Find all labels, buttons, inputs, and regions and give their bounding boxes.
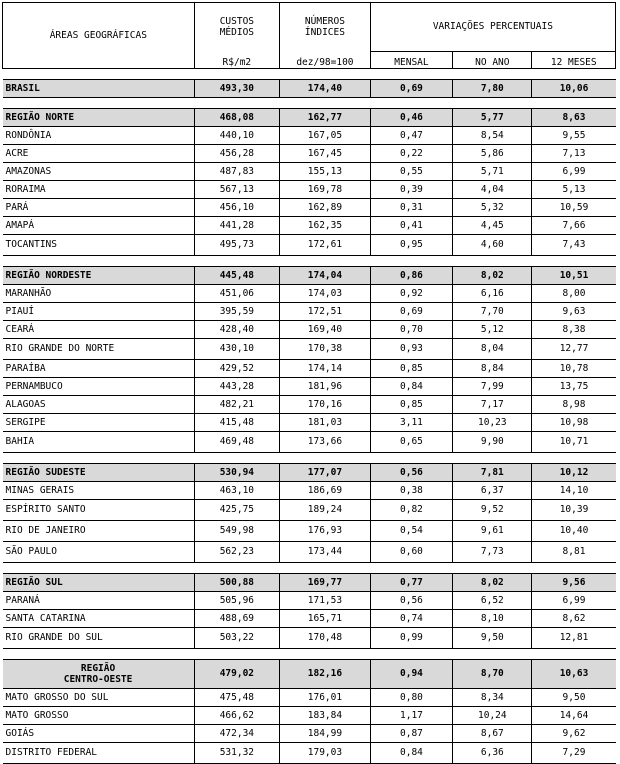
region-name: REGIÃO NORDESTE	[3, 266, 195, 284]
header-no-ano: NO ANO	[453, 51, 532, 68]
state-row	[3, 198, 616, 216]
cell-ano: 8,84	[453, 359, 532, 377]
cell-mensal: 0,84	[370, 377, 452, 395]
state-name: RORAIMA	[3, 180, 195, 198]
region-row	[3, 108, 616, 126]
cell-m12: 10,51	[532, 266, 616, 284]
cell-ano: 10,23	[453, 413, 532, 431]
cell-mensal: 0,87	[370, 724, 452, 742]
cell-indice: 174,40	[280, 79, 371, 97]
state-name: AMAPÁ	[3, 216, 195, 234]
cell-ano: 5,86	[453, 144, 532, 162]
cell-mensal: 0,54	[370, 520, 452, 541]
cell-indice: 183,84	[280, 706, 371, 724]
state-name: BAHIA	[3, 431, 195, 452]
cell-m12: 14,64	[532, 706, 616, 724]
state-row	[3, 162, 616, 180]
cell-m12: 12,81	[532, 627, 616, 648]
cell-m12: 10,59	[532, 198, 616, 216]
cell-custo: 530,94	[194, 463, 280, 481]
state-row	[3, 431, 616, 452]
cell-indice: 177,07	[280, 463, 371, 481]
cell-custo: 531,32	[194, 742, 280, 763]
cell-indice: 155,13	[280, 162, 371, 180]
cell-ano: 7,70	[453, 302, 532, 320]
cell-m12: 10,40	[532, 520, 616, 541]
state-name: MATO GROSSO	[3, 706, 195, 724]
cell-mensal: 0,92	[370, 284, 452, 302]
state-row	[3, 499, 616, 520]
header-12-meses: 12 MESES	[532, 51, 616, 68]
state-name: CEARÁ	[3, 320, 195, 338]
state-name: PIAUÍ	[3, 302, 195, 320]
cell-ano: 5,77	[453, 108, 532, 126]
cell-m12: 9,55	[532, 126, 616, 144]
region-name: REGIÃO SUDESTE	[3, 463, 195, 481]
cell-m12: 9,56	[532, 573, 616, 591]
cell-indice: 169,77	[280, 573, 371, 591]
spacer-row	[3, 68, 616, 79]
state-name: SÃO PAULO	[3, 541, 195, 562]
cell-mensal: 0,93	[370, 338, 452, 359]
cell-ano: 8,54	[453, 126, 532, 144]
cell-mensal: 0,47	[370, 126, 452, 144]
cell-mensal: 0,94	[370, 659, 452, 688]
cell-indice: 169,40	[280, 320, 371, 338]
cell-ano: 4,60	[453, 234, 532, 255]
cell-m12: 12,77	[532, 338, 616, 359]
cell-custo: 505,96	[194, 591, 280, 609]
state-name: SERGIPE	[3, 413, 195, 431]
cell-ano: 6,36	[453, 742, 532, 763]
state-row	[3, 481, 616, 499]
cell-m12: 10,63	[532, 659, 616, 688]
cell-ano: 8,10	[453, 609, 532, 627]
region-name: REGIÃO SUL	[3, 573, 195, 591]
cell-ano: 9,52	[453, 499, 532, 520]
cell-custo: 475,48	[194, 688, 280, 706]
cell-ano: 9,61	[453, 520, 532, 541]
cell-custo: 443,28	[194, 377, 280, 395]
header-indices	[280, 3, 371, 52]
cell-custo: 429,52	[194, 359, 280, 377]
cell-mensal: 0,65	[370, 431, 452, 452]
cell-indice: 179,03	[280, 742, 371, 763]
cell-ano: 9,90	[453, 431, 532, 452]
cell-mensal: 1,17	[370, 706, 452, 724]
state-row	[3, 520, 616, 541]
cell-custo: 482,21	[194, 395, 280, 413]
cell-m12: 14,10	[532, 481, 616, 499]
cell-mensal: 0,38	[370, 481, 452, 499]
state-row	[3, 377, 616, 395]
cell-custo: 395,59	[194, 302, 280, 320]
cell-ano: 6,37	[453, 481, 532, 499]
cell-indice: 172,51	[280, 302, 371, 320]
cell-mensal: 0,74	[370, 609, 452, 627]
state-row	[3, 216, 616, 234]
state-name: GOIÁS	[3, 724, 195, 742]
cell-custo: 488,69	[194, 609, 280, 627]
cell-custo: 425,75	[194, 499, 280, 520]
state-name: SANTA CATARINA	[3, 609, 195, 627]
cell-ano: 6,16	[453, 284, 532, 302]
header-indices-line1: NÚMEROS	[304, 16, 345, 27]
cell-ano: 8,04	[453, 338, 532, 359]
cell-mensal: 0,69	[370, 302, 452, 320]
cell-mensal: 0,41	[370, 216, 452, 234]
state-name: TOCANTINS	[3, 234, 195, 255]
cell-custo: 503,22	[194, 627, 280, 648]
cell-m12: 10,78	[532, 359, 616, 377]
header-areas: ÁREAS GEOGRÁFICAS	[3, 3, 195, 69]
cell-indice: 165,71	[280, 609, 371, 627]
cell-indice: 186,69	[280, 481, 371, 499]
cell-ano: 9,50	[453, 627, 532, 648]
cell-m12: 8,38	[532, 320, 616, 338]
spacer-row	[3, 562, 616, 573]
state-row	[3, 724, 616, 742]
cell-mensal: 0,60	[370, 541, 452, 562]
cell-m12: 8,63	[532, 108, 616, 126]
cell-indice: 173,44	[280, 541, 371, 562]
cell-mensal: 0,82	[370, 499, 452, 520]
cell-indice: 171,53	[280, 591, 371, 609]
state-name: ALAGOAS	[3, 395, 195, 413]
cell-custo: 463,10	[194, 481, 280, 499]
region-name	[3, 659, 195, 688]
state-row	[3, 302, 616, 320]
cell-indice: 162,77	[280, 108, 371, 126]
cell-custo: 440,10	[194, 126, 280, 144]
cell-custo: 562,23	[194, 541, 280, 562]
cell-custo: 466,62	[194, 706, 280, 724]
cell-ano: 5,71	[453, 162, 532, 180]
cell-custo: 469,48	[194, 431, 280, 452]
cell-mensal: 0,95	[370, 234, 452, 255]
cell-indice: 184,99	[280, 724, 371, 742]
cell-m12: 8,00	[532, 284, 616, 302]
cell-mensal: 0,56	[370, 591, 452, 609]
cell-m12: 6,99	[532, 591, 616, 609]
state-name: RIO GRANDE DO SUL	[3, 627, 195, 648]
cell-indice: 170,16	[280, 395, 371, 413]
state-name: ACRE	[3, 144, 195, 162]
state-name: RIO GRANDE DO NORTE	[3, 338, 195, 359]
cell-m12: 10,39	[532, 499, 616, 520]
state-row	[3, 541, 616, 562]
cell-custo: 428,40	[194, 320, 280, 338]
cell-mensal: 0,86	[370, 266, 452, 284]
region-row	[3, 463, 616, 481]
header-custos-line2: MÉDIOS	[219, 27, 255, 38]
state-name: MARANHÃO	[3, 284, 195, 302]
cell-custo: 567,13	[194, 180, 280, 198]
cell-indice: 173,66	[280, 431, 371, 452]
state-row	[3, 234, 616, 255]
cell-ano: 7,73	[453, 541, 532, 562]
region-row	[3, 266, 616, 284]
cell-m12: 7,66	[532, 216, 616, 234]
cell-ano: 8,70	[453, 659, 532, 688]
region-name-line2: CENTRO-OESTE	[63, 673, 133, 685]
cell-custo: 495,73	[194, 234, 280, 255]
cell-ano: 5,12	[453, 320, 532, 338]
cell-m12: 10,98	[532, 413, 616, 431]
header-variacoes: VARIAÇÕES PERCENTUAIS	[370, 3, 615, 52]
cell-mensal: 0,56	[370, 463, 452, 481]
state-row	[3, 126, 616, 144]
cell-m12: 9,62	[532, 724, 616, 742]
state-name: MINAS GERAIS	[3, 481, 195, 499]
cell-m12: 7,43	[532, 234, 616, 255]
cell-ano: 7,99	[453, 377, 532, 395]
header-custos-unit: R$/m2	[194, 51, 280, 68]
cell-m12: 8,62	[532, 609, 616, 627]
cell-indice: 174,14	[280, 359, 371, 377]
cell-m12: 9,63	[532, 302, 616, 320]
state-name: PERNAMBUCO	[3, 377, 195, 395]
state-row	[3, 284, 616, 302]
state-name: MATO GROSSO DO SUL	[3, 688, 195, 706]
cost-table-container	[2, 2, 616, 764]
cell-custo: 468,08	[194, 108, 280, 126]
state-name: PARANÁ	[3, 591, 195, 609]
state-row	[3, 609, 616, 627]
cell-custo: 441,28	[194, 216, 280, 234]
spacer-row	[3, 648, 616, 659]
cell-mensal: 0,70	[370, 320, 452, 338]
cell-ano: 8,02	[453, 573, 532, 591]
cell-m12: 6,99	[532, 162, 616, 180]
cell-indice: 170,48	[280, 627, 371, 648]
state-name: RIO DE JANEIRO	[3, 520, 195, 541]
cell-custo: 500,88	[194, 573, 280, 591]
cell-indice: 172,61	[280, 234, 371, 255]
state-row	[3, 627, 616, 648]
cell-indice: 170,38	[280, 338, 371, 359]
header-indices-line2: ÍNDICES	[304, 27, 345, 38]
cell-indice: 167,45	[280, 144, 371, 162]
cell-mensal: 0,77	[370, 573, 452, 591]
cell-custo: 456,10	[194, 198, 280, 216]
region-name: BRASIL	[3, 79, 195, 97]
state-row	[3, 320, 616, 338]
cell-indice: 169,78	[280, 180, 371, 198]
cell-mensal: 0,80	[370, 688, 452, 706]
cell-m12: 10,12	[532, 463, 616, 481]
cell-mensal: 0,84	[370, 742, 452, 763]
cell-indice: 181,96	[280, 377, 371, 395]
spacer-row	[3, 255, 616, 266]
cell-ano: 7,17	[453, 395, 532, 413]
cell-indice: 176,01	[280, 688, 371, 706]
header-custos	[194, 3, 280, 52]
cell-ano: 6,52	[453, 591, 532, 609]
cell-ano: 7,80	[453, 79, 532, 97]
cell-indice: 176,93	[280, 520, 371, 541]
header-indices-unit: dez/98=100	[280, 51, 371, 68]
cell-m12: 7,13	[532, 144, 616, 162]
cell-ano: 10,24	[453, 706, 532, 724]
cell-custo: 493,30	[194, 79, 280, 97]
cell-custo: 445,48	[194, 266, 280, 284]
cell-ano: 5,32	[453, 198, 532, 216]
cell-mensal: 0,99	[370, 627, 452, 648]
cell-mensal: 0,69	[370, 79, 452, 97]
spacer-row	[3, 452, 616, 463]
spacer-row	[3, 97, 616, 108]
state-name: PARÁ	[3, 198, 195, 216]
cell-m12: 13,75	[532, 377, 616, 395]
cell-m12: 9,50	[532, 688, 616, 706]
cell-mensal: 0,46	[370, 108, 452, 126]
cell-indice: 162,89	[280, 198, 371, 216]
cell-ano: 8,34	[453, 688, 532, 706]
state-row	[3, 413, 616, 431]
cell-custo: 472,34	[194, 724, 280, 742]
cell-custo: 456,28	[194, 144, 280, 162]
state-row	[3, 706, 616, 724]
state-row	[3, 359, 616, 377]
state-row	[3, 180, 616, 198]
state-row	[3, 144, 616, 162]
cell-ano: 4,04	[453, 180, 532, 198]
cell-custo: 451,06	[194, 284, 280, 302]
cell-m12: 10,06	[532, 79, 616, 97]
cell-custo: 430,10	[194, 338, 280, 359]
region-row	[3, 79, 616, 97]
cell-custo: 487,83	[194, 162, 280, 180]
cell-mensal: 0,39	[370, 180, 452, 198]
cell-mensal: 0,55	[370, 162, 452, 180]
state-name: DISTRITO FEDERAL	[3, 742, 195, 763]
cell-ano: 4,45	[453, 216, 532, 234]
cell-custo: 479,02	[194, 659, 280, 688]
cell-indice: 189,24	[280, 499, 371, 520]
cell-ano: 7,81	[453, 463, 532, 481]
cell-ano: 8,67	[453, 724, 532, 742]
cell-indice: 174,03	[280, 284, 371, 302]
region-name-line1: REGIÃO	[80, 662, 116, 674]
cell-mensal: 0,85	[370, 395, 452, 413]
region-row	[3, 573, 616, 591]
region-name: REGIÃO NORTE	[3, 108, 195, 126]
state-name: AMAZONAS	[3, 162, 195, 180]
cell-custo: 415,48	[194, 413, 280, 431]
cell-indice: 167,05	[280, 126, 371, 144]
cell-ano: 8,02	[453, 266, 532, 284]
cell-m12: 8,81	[532, 541, 616, 562]
header-custos-line1: CUSTOS	[219, 16, 255, 27]
cell-mensal: 0,22	[370, 144, 452, 162]
cell-mensal: 0,31	[370, 198, 452, 216]
cell-m12: 8,98	[532, 395, 616, 413]
cell-m12: 10,71	[532, 431, 616, 452]
cell-indice: 162,35	[280, 216, 371, 234]
state-name: PARAÍBA	[3, 359, 195, 377]
state-row	[3, 591, 616, 609]
state-row	[3, 338, 616, 359]
region-row	[3, 659, 616, 688]
cell-indice: 182,16	[280, 659, 371, 688]
state-name: ESPÍRITO SANTO	[3, 499, 195, 520]
cell-custo: 549,98	[194, 520, 280, 541]
cell-indice: 174,04	[280, 266, 371, 284]
header-mensal: MENSAL	[370, 51, 452, 68]
table-body	[3, 68, 616, 763]
state-row	[3, 742, 616, 763]
state-name: RONDÔNIA	[3, 126, 195, 144]
state-row	[3, 688, 616, 706]
cell-m12: 7,29	[532, 742, 616, 763]
state-row	[3, 395, 616, 413]
cell-m12: 5,13	[532, 180, 616, 198]
cell-mensal: 3,11	[370, 413, 452, 431]
regional-cost-table	[2, 2, 616, 764]
cell-indice: 181,03	[280, 413, 371, 431]
cell-mensal: 0,85	[370, 359, 452, 377]
